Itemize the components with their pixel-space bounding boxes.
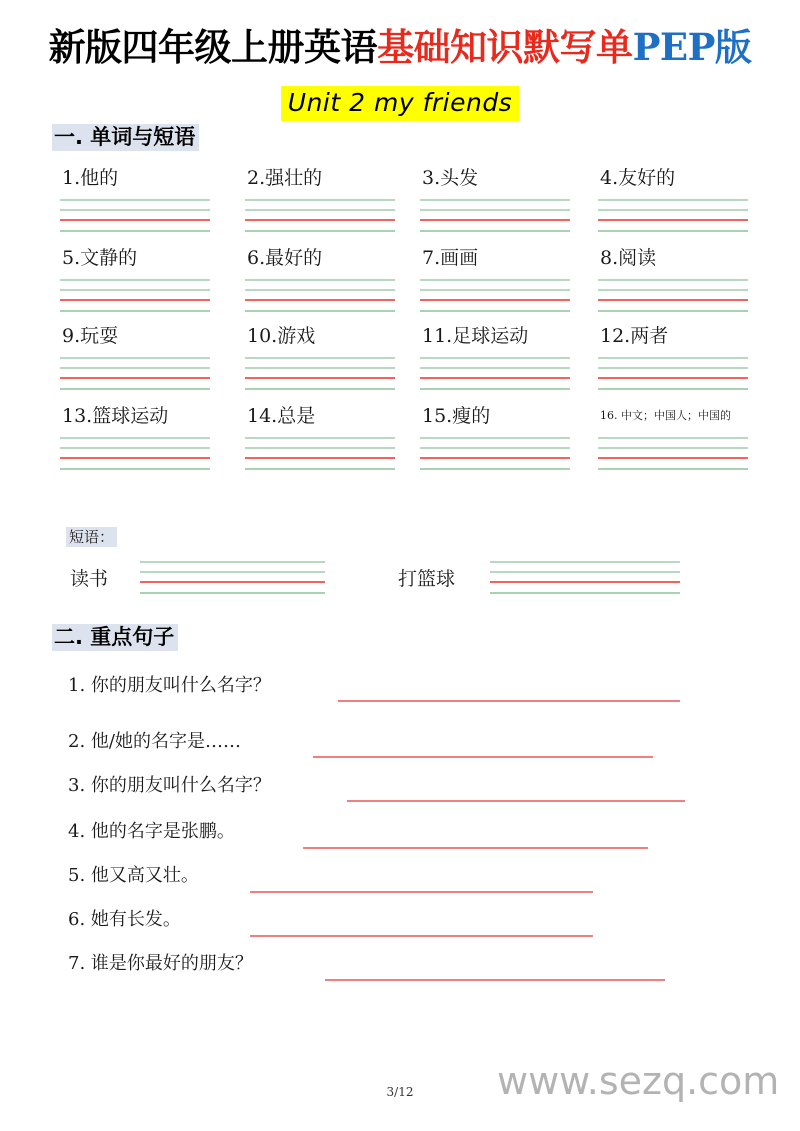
guide-line-2 — [245, 209, 395, 211]
sentence-item-text: 1. 你的朋友叫什么名字？ — [68, 675, 271, 696]
guide-line-3 — [420, 219, 570, 221]
unit-banner-label: Unit 2 my friends — [281, 86, 519, 121]
guide-line-1 — [598, 199, 748, 201]
guide-line-4 — [598, 468, 748, 470]
word-item-label: 9.玩耍 — [62, 325, 119, 347]
phrases-heading-label: 短语： — [66, 527, 117, 547]
section-heading-words — [52, 124, 199, 151]
guide-line-1 — [420, 357, 570, 359]
title-part-black: 新版四年级上册英语 — [48, 25, 378, 69]
guide-line-4 — [420, 388, 570, 390]
guide-line-3 — [245, 377, 395, 379]
guide-line-1 — [490, 561, 680, 563]
answer-line — [325, 979, 665, 981]
guide-line-2 — [60, 289, 210, 291]
guide-line-4 — [60, 468, 210, 470]
guide-line-2 — [245, 447, 395, 449]
word-item-label: 12.两者 — [600, 325, 669, 347]
guide-line-3 — [598, 299, 748, 301]
guide-line-1 — [60, 199, 210, 201]
page-number: 3/12 — [386, 1085, 414, 1099]
word-item-label: 2.强壮的 — [247, 167, 323, 189]
guide-line-2 — [598, 209, 748, 211]
guide-line-1 — [598, 437, 748, 439]
section-heading-words-label: 一. 单词与短语 — [52, 124, 199, 151]
guide-line-1 — [60, 437, 210, 439]
guide-line-4 — [245, 230, 395, 232]
section-heading-sentences-label: 二. 重点句子 — [52, 624, 178, 651]
guide-line-3 — [140, 581, 325, 583]
guide-line-2 — [490, 571, 680, 573]
guide-line-2 — [140, 571, 325, 573]
guide-line-4 — [598, 310, 748, 312]
word-item-label: 4.友好的 — [600, 167, 676, 189]
guide-line-3 — [420, 457, 570, 459]
guide-line-3 — [598, 457, 748, 459]
word-item-label: 11.足球运动 — [422, 325, 529, 347]
unit-banner — [0, 86, 800, 121]
word-item-label: 13.篮球运动 — [62, 405, 169, 427]
guide-line-4 — [60, 388, 210, 390]
guide-line-2 — [245, 289, 395, 291]
guide-line-3 — [60, 457, 210, 459]
word-item-label: 6.最好的 — [247, 247, 323, 269]
answer-line — [303, 847, 648, 849]
guide-line-3 — [598, 377, 748, 379]
guide-line-2 — [598, 367, 748, 369]
guide-line-2 — [420, 367, 570, 369]
guide-line-4 — [140, 592, 325, 594]
guide-line-4 — [245, 310, 395, 312]
answer-line — [250, 891, 593, 893]
sentence-item-text: 4. 他的名字是张鹏。 — [68, 821, 235, 842]
sentence-item-text: 2. 他/她的名字是…… — [68, 731, 241, 752]
guide-line-4 — [420, 310, 570, 312]
guide-line-1 — [420, 199, 570, 201]
guide-line-3 — [245, 219, 395, 221]
page-title — [0, 24, 800, 70]
guide-line-1 — [245, 279, 395, 281]
guide-line-2 — [245, 367, 395, 369]
guide-line-1 — [245, 199, 395, 201]
guide-line-2 — [60, 367, 210, 369]
guide-line-1 — [245, 357, 395, 359]
guide-line-2 — [420, 447, 570, 449]
guide-line-1 — [60, 357, 210, 359]
sentence-item-text: 7. 谁是你最好的朋友？ — [68, 953, 253, 974]
guide-line-2 — [420, 289, 570, 291]
guide-line-3 — [490, 581, 680, 583]
word-item-label: 7.画画 — [422, 247, 479, 269]
watermark: www.sezq.com — [497, 1059, 780, 1103]
guide-line-4 — [420, 230, 570, 232]
guide-line-4 — [420, 468, 570, 470]
guide-line-3 — [245, 299, 395, 301]
guide-line-4 — [490, 592, 680, 594]
word-item-label: 3.头发 — [422, 167, 479, 189]
guide-line-4 — [245, 468, 395, 470]
phrase-item-label: 读书 — [70, 568, 109, 590]
title-part-red: 基础知识默写单 — [377, 25, 633, 69]
guide-line-4 — [60, 230, 210, 232]
answer-line — [347, 800, 685, 802]
guide-line-2 — [420, 209, 570, 211]
guide-line-3 — [60, 377, 210, 379]
guide-line-3 — [420, 377, 570, 379]
guide-line-1 — [140, 561, 325, 563]
guide-line-4 — [60, 310, 210, 312]
sentence-item-text: 6. 她有长发。 — [68, 909, 181, 930]
answer-line — [250, 935, 593, 937]
guide-line-4 — [598, 230, 748, 232]
phrases-heading — [66, 527, 117, 547]
word-item-label: 10.游戏 — [247, 325, 316, 347]
sentence-item-text: 3. 你的朋友叫什么名字？ — [68, 775, 271, 796]
word-item-label: 8.阅读 — [600, 247, 657, 269]
title-part-blue: PEP版 — [632, 25, 752, 69]
guide-line-1 — [598, 357, 748, 359]
word-item-label: 15.瘦的 — [422, 405, 491, 427]
guide-line-1 — [420, 437, 570, 439]
word-item-label: 16. 中文；中国人；中国的 — [600, 409, 731, 422]
guide-line-1 — [598, 279, 748, 281]
guide-line-3 — [245, 457, 395, 459]
answer-line — [338, 700, 680, 702]
guide-line-2 — [60, 209, 210, 211]
word-item-label: 14.总是 — [247, 405, 316, 427]
guide-line-1 — [60, 279, 210, 281]
guide-line-3 — [598, 219, 748, 221]
guide-line-3 — [420, 299, 570, 301]
guide-line-3 — [60, 219, 210, 221]
guide-line-2 — [598, 289, 748, 291]
phrase-item-label: 打篮球 — [398, 568, 456, 590]
answer-line — [313, 756, 653, 758]
sentence-item-text: 5. 他又高又壮。 — [68, 865, 199, 886]
guide-line-2 — [598, 447, 748, 449]
section-heading-sentences — [52, 624, 178, 651]
guide-line-4 — [245, 388, 395, 390]
word-item-label: 5.文静的 — [62, 247, 138, 269]
word-item-label: 1.他的 — [62, 167, 119, 189]
guide-line-1 — [245, 437, 395, 439]
guide-line-1 — [420, 279, 570, 281]
guide-line-3 — [60, 299, 210, 301]
guide-line-2 — [60, 447, 210, 449]
guide-line-4 — [598, 388, 748, 390]
